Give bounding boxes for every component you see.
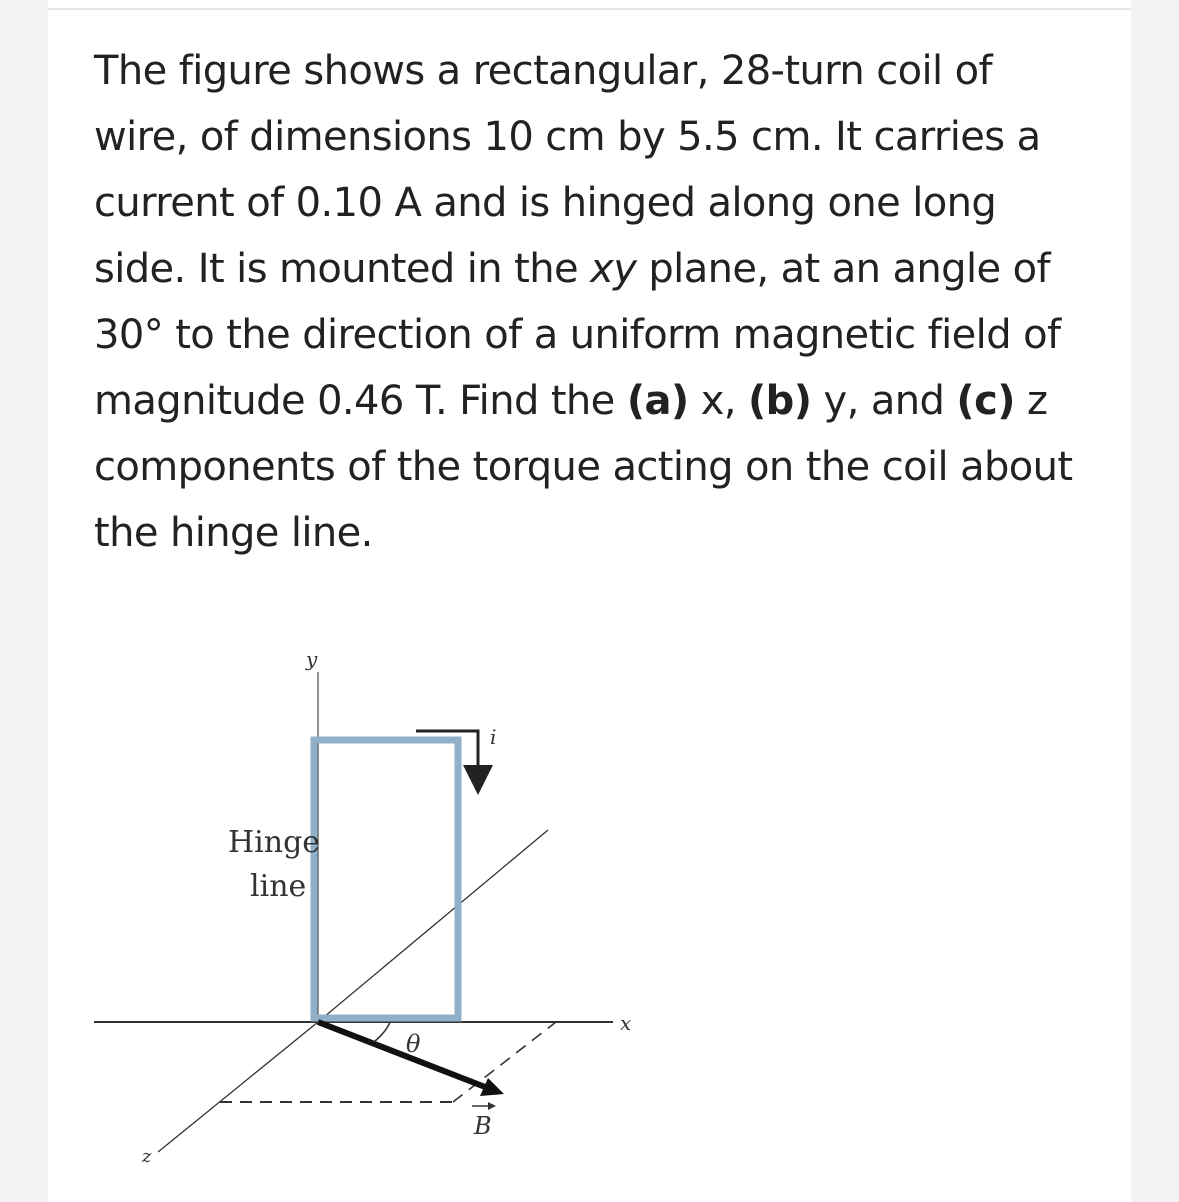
angle-theta-label: θ	[406, 1030, 421, 1058]
y-axis-label: y	[306, 647, 318, 671]
separator-2: , and	[846, 378, 957, 424]
part-a-label: (a)	[626, 378, 689, 424]
field-b-label: B	[474, 1112, 492, 1140]
question-card	[48, 0, 1131, 1202]
question-text	[94, 38, 1094, 566]
coil-rectangle	[314, 740, 458, 1018]
top-divider	[48, 8, 1131, 10]
question-part-2: plane, at an angle of 30° to the direction of a uniform magnetic field of magnitude 0.46 T. Find the	[94, 246, 1061, 424]
part-b-variable: y	[811, 378, 847, 424]
part-b-label: (b)	[748, 378, 812, 424]
z-axis-label: z	[142, 1146, 152, 1167]
coil-figure	[88, 630, 708, 1170]
diagonal-guide-line	[318, 830, 548, 1022]
b-vector-overbar-arrow	[488, 1102, 496, 1110]
part-a-variable: x	[688, 378, 724, 424]
z-axis	[158, 1022, 318, 1152]
x-axis-label: x	[620, 1011, 632, 1035]
xy-plane-term: xy	[590, 246, 637, 292]
separator-1: ,	[723, 378, 748, 424]
current-label: i	[490, 725, 497, 749]
dashed-projection-x	[453, 1022, 556, 1102]
question-part-1: The figure shows a rectangular, 28-turn coil of wire, of dimensions 10 cm by 5.5 cm. It carries a current of 0.10 A and is hinged along one long side. It is mounted in the	[94, 48, 1041, 292]
part-c-variable: z	[1014, 378, 1048, 424]
part-c-label: (c)	[956, 378, 1015, 424]
hinge-label-line-1: Hinge	[228, 825, 321, 860]
question-part-3: components of the torque acting on the coil about the hinge line.	[94, 444, 1073, 556]
hinge-label-line-2: line	[250, 869, 307, 904]
angle-arc	[374, 1022, 390, 1042]
